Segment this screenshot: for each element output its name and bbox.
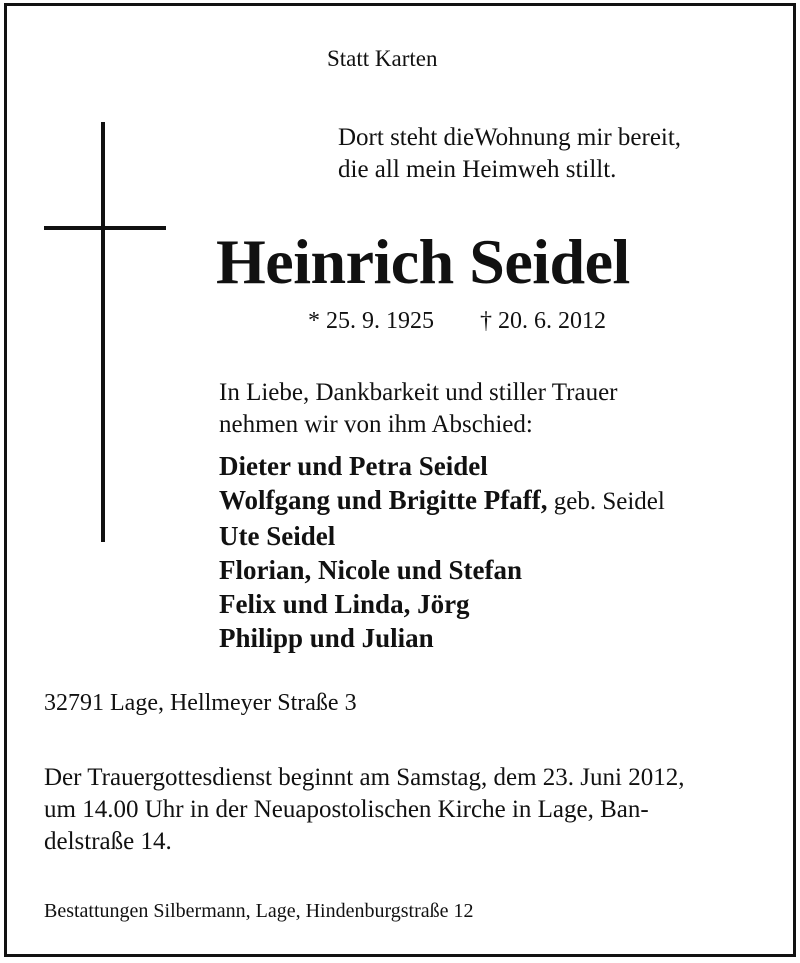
mourner-name: Wolfgang und Brigitte Pfaff, [219,485,548,515]
death-date: † 20. 6. 2012 [480,308,606,334]
intro-line: nehmen wir von ihm Abschied: [219,411,533,438]
mourner-entry [219,553,665,587]
life-dates [308,308,606,335]
quote-line: die all mein Heimweh stillt. [338,156,617,183]
intro-line: In Liebe, Dankbarkeit und stiller Trauer [219,379,618,406]
mourner-entry [219,519,665,553]
mourner-entry [219,449,665,483]
mourner-note: geb. Seidel [547,488,665,515]
cross-icon-horizontal-bar [44,226,166,230]
funeral-home: Bestattungen Silbermann, Lage, Hindenburgstraße 12 [44,900,474,922]
mourners-list [219,449,665,655]
service-line: um 14.00 Uhr in der Neuapostolischen Kirche in Lage, Ban- [44,796,649,823]
deceased-name: Heinrich Seidel [216,226,630,297]
service-line: Der Trauergottesdienst beginnt am Samstag, dem 23. Juni 2012, [44,764,685,791]
notice-header: Statt Karten [327,46,438,71]
quote-line: Dort steht dieWohnung mir bereit, [338,124,682,151]
service-line: delstraße 14. [44,828,172,855]
mourner-name: Philipp und Julian [219,623,434,653]
mourner-entry [219,587,665,621]
mourner-name: Felix und Linda, Jörg [219,589,470,619]
birth-date: * 25. 9. 1925 [308,308,434,334]
mourner-entry [219,483,665,519]
service-info [44,762,764,858]
mourner-name: Dieter und Petra Seidel [219,451,488,481]
mourner-name: Ute Seidel [219,521,336,551]
memorial-quote [338,122,681,186]
mourner-name: Florian, Nicole und Stefan [219,555,523,585]
cross-icon-vertical-bar [101,122,105,542]
farewell-intro [219,377,618,441]
mourner-entry [219,621,665,655]
family-address: 32791 Lage, Hellmeyer Straße 3 [44,690,357,716]
